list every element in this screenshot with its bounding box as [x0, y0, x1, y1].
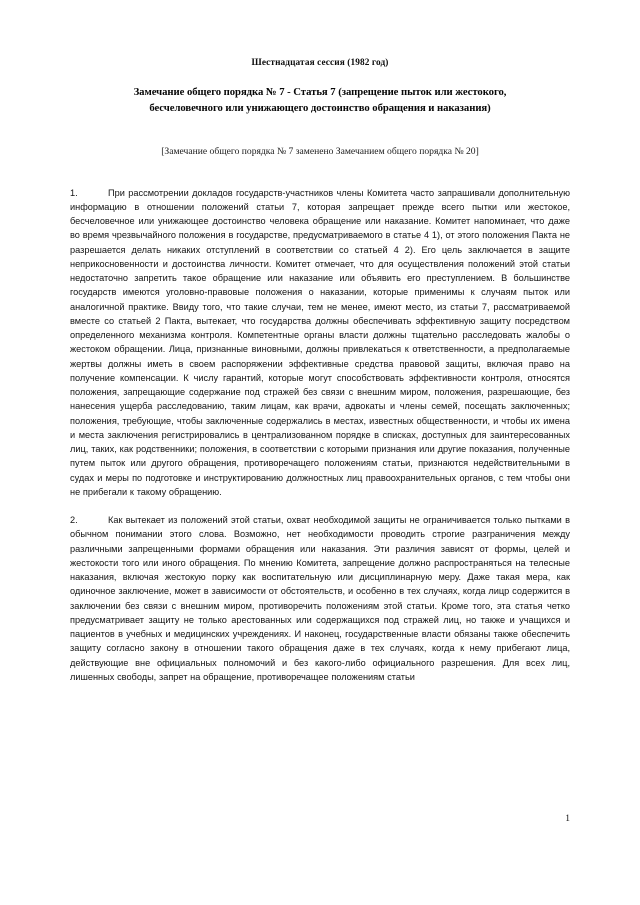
- page-title: [70, 68, 570, 117]
- paragraph-2-number: 2.: [70, 515, 78, 526]
- page-title-line-1: Замечание общего порядка № 7 - Статья 7 (запрещение пыток или жестокого,: [133, 86, 507, 98]
- page-title-line-2: бесчеловечного или унижающего достоинство обращения и наказания): [149, 101, 491, 114]
- page-number: 1: [565, 814, 570, 824]
- paragraph-1-text: При рассмотрении докладов государств-участников члены Комитета часто запрашивали дополнительную информацию в отношении положений статьи 7, которая запрещает прежде всего пытки или жестокое, бесчеловечное или унижающее достоинство человека обращение или наказание. Комитет напоминает, что даже во время чрезвычайного положения в государстве, предусматриваемого в статье 4 1), от этого положения Пакта не разрешается делать никаких отступлений в соответствии со статьей 4 2). Его цель заключается в защите неприкосновенности и достоинства личности. Комитет отмечает, что для осуществления положений этой статьи недостаточно запретить такое обращение или наказание или объявить его преступлением. В большинстве государств имеются уголовно-правовые положения о наказании, которые применимы к случаям пыток или аналогичной практике. Ввиду того, что такие случаи, тем не менее, имеют место, из статьи 7, рассматриваемой вместе со статьей 2 Пакта, вытекает, что государства должны обеспечивать эффективную защиту посредством определенного механизма контроля. Компетентные органы власти должны тщательно расследовать жалобы о жестоком обращении. Лица, признанные виновными, должны привлекаться к ответственности, а предполагаемые жертвы должны иметь в своем распоряжении эффективные средства правовой защиты, включая право на получение компенсации. К числу гарантий, которые могут способствовать эффективности контроля, относятся положения, запрещающие содержание под стражей без связи с внешним миром, положения, разрешающие, без нанесения ущерба расследованию, таким лицам, как врачи, адвокаты и члены семей, посещать заключенных; положения, требующие, чтобы заключенные содержались в местах, известных общественности, и чтобы их имена и места заключения регистрировались в централизованном порядке в списках, доступных для заинтересованных лиц, таких, как родственники; положения, в соответствии с которыми признания или другие показания, полученные путем пыток или другого обращения, противоречащего положениям статьи, признаются недействительными в судах и меры по подготовке и инструктированию должностных лиц правоохранительных органов, с тем чтобы они не прибегали к такому обращению.: [70, 187, 570, 497]
- paragraph-2: [70, 499, 570, 684]
- document-content: [70, 0, 570, 684]
- paragraph-1: [70, 157, 570, 500]
- session-heading: Шестнадцатая сессия (1982 год): [251, 58, 389, 68]
- paragraph-2-text: Как вытекает из положений этой статьи, охват необходимой защиты не ограничивается только пытками в обычном понимании этого слова. Возможно, нет необходимости проводить строгие разграничения между различными запрещенными формами обращения или наказания. Эти различия зависят от формы, целей и жестокости того или иного обращения. По мнению Комитета, запрещение должно распространяться на телесные наказания, включая жестокую порку как воспитательную или дисциплинарную меру. Даже такая мера, как одиночное заключение, может в зависимости от обстоятельств, и особенно в тех случаях, когда лицр содержится в заключении без связи с внешним миром, противоречить положениям этой статьи. Кроме того, эта статья четко предусматривает защиту не только арестованных или содержащихся под стражей лиц, но также и учащихся и пациентов в учебных и медицинских учреждениях. И наконец, государственные власти обязаны также обеспечить защиту согласно закону в отношении такого обращения даже в тех случаях, когда к нему прибегают лица, действующие вне официальных полномочий и без какого-либо официального разрешения. Для всех лиц, лишенных свободы, запрет на обращение, противоречащее положениям статьи: [70, 515, 570, 682]
- replacement-note: [Замечание общего порядка № 7 заменено Замечанием общего порядка № 20]: [161, 145, 479, 157]
- paragraph-1-number: 1.: [70, 187, 78, 198]
